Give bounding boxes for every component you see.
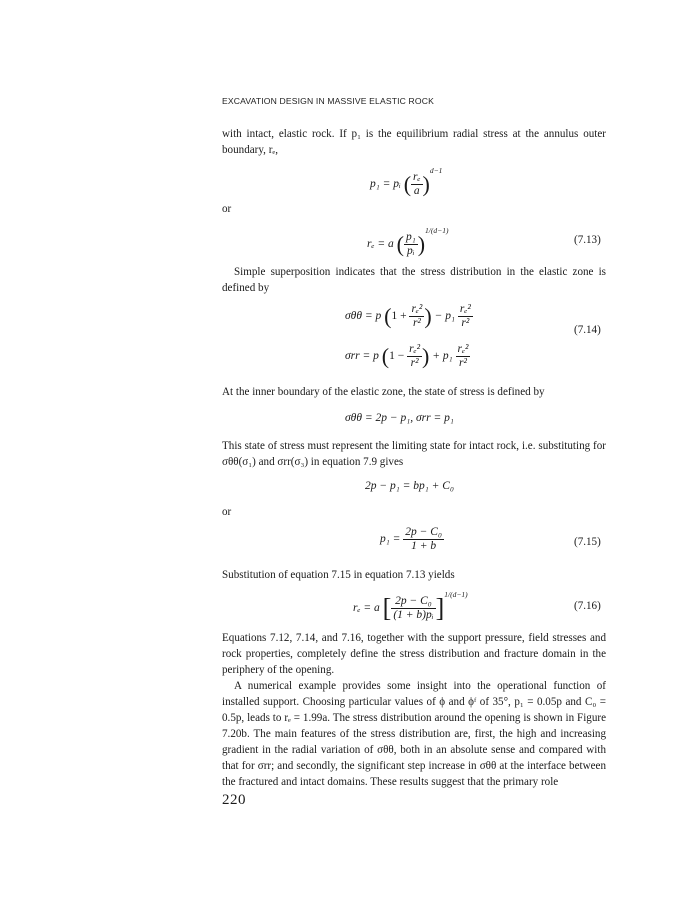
equation-7-13-den: pᵢ <box>407 244 415 257</box>
equation-7-16-lhs: rₑ = a <box>353 602 380 614</box>
equation-7-13-number: (7.13) <box>574 234 601 246</box>
equation-7-16-number: (7.16) <box>574 600 601 612</box>
equation-p1-exp: d−1 <box>429 166 443 175</box>
equation-7-14a-num2: rₑ² <box>459 303 471 315</box>
equation-7-15-lhs: p₁ = <box>380 533 401 546</box>
equation-7-16-num: 2p − C₀ <box>391 595 435 609</box>
equation-7-15-num: 2p − C₀ <box>405 526 442 538</box>
paragraph-limiting-state: This state of stress must represent the limiting state for intact rock, i.e. substituting for σθθ(σ₁) and σrr(σ₃) in equation 7.9 gives <box>222 440 606 468</box>
equation-7-14b-num: rₑ² <box>409 343 421 355</box>
equation-7-14a-num: rₑ² <box>411 303 423 315</box>
equation-7-16-den: (1 + b)pᵢ <box>393 608 434 621</box>
equation-7-14b-lhs: σrr = p <box>345 350 379 363</box>
equation-p1-num: rₑ <box>413 170 421 183</box>
paragraph-inner-boundary: At the inner boundary of the elastic zone, the state of stress is defined by <box>222 386 545 398</box>
equation-7-14-radial: σrr = p (1 − $\frac{\text{rₑ²}}{\text{r²}}$ ) + p₁ $\frac{\text{rₑ²}}{\text{r²}}$ <box>345 343 469 369</box>
equation-p1-den: a <box>413 184 420 197</box>
or-connector-2: or <box>222 506 232 518</box>
equation-p1-lhs: p₁ = pᵢ <box>370 178 401 190</box>
paragraph-substitution: Substitution of equation 7.15 in equation 7.13 yields <box>222 569 455 581</box>
equation-p1: p₁ = pᵢ ( $\frac{\text{rₑ}}{a}$ )$^{d-1}$ <box>370 166 443 197</box>
paragraph-superposition: Simple superposition indicates that the stress distribution in the elastic zone is defined by <box>222 266 606 294</box>
equation-7-14-number: (7.14) <box>574 324 601 336</box>
running-header: EXCAVATION DESIGN IN MASSIVE ELASTIC ROCK <box>222 96 434 106</box>
equation-7-15-number: (7.15) <box>574 536 601 548</box>
equation-7-14a-lhs: σθθ = p <box>345 310 382 323</box>
paragraph-equations-summary: Equations 7.12, 7.14, and 7.16, together with the support pressure, field stresses and rock properties, completely define the stress distribution and fracture domain in the periphery of the opening. <box>222 632 606 676</box>
equation-7-16-exp: 1/(d−1) <box>444 590 468 599</box>
page-number: 220 <box>222 792 246 808</box>
equation-7-14b-den2: r² <box>459 357 467 369</box>
equation-7-15-den: 1 + b <box>411 540 437 552</box>
equation-7-13-lhs: rₑ = a <box>367 238 394 250</box>
equation-7-14a-den: r² <box>412 317 421 329</box>
equation-7-14-theta: σθθ = p (1 + $\frac{\text{rₑ²}}{\text{r²}}$ ) − p₁ $\frac{\text{rₑ²}}{\text{r²}}$ <box>345 303 471 329</box>
equation-7-14b-den: r² <box>410 357 419 369</box>
equation-7-13-num: p₁ <box>405 230 416 243</box>
equation-7-13-exp: 1/(d−1) <box>425 226 449 235</box>
equation-7-14b-tail: + p₁ <box>432 350 453 363</box>
equation-7-16: rₑ = a [ $\frac{\text{2p − C₀}}{\text{(1 + b)pᵢ}}$ ]$^{1/(d-1)}$ <box>353 590 468 623</box>
equation-7-13: rₑ = a ( $\frac{\text{p₁}}{\text{pᵢ}}$ )$^{1/(d-1)}$ <box>367 226 449 257</box>
equation-7-14a-den2: r² <box>461 317 470 329</box>
equation-7-14a-inner: 1 + <box>391 310 407 323</box>
equation-7-14a-tail: − p₁ <box>434 310 455 323</box>
equation-limit: 2p − p₁ = bp₁ + C₀ <box>365 480 454 492</box>
equation-7-15 <box>380 526 444 553</box>
or-connector-1: or <box>222 203 232 215</box>
equation-7-14b-inner: 1 − <box>389 350 405 363</box>
paragraph-numerical-example: A numerical example provides some insight into the operational function of installed support. Choosing particular values of ϕ and ϕᶠ of 35°, p₁ = 0.05p and C₀ = 0.5p, leads to rₑ = 1.99a. The stress distribution around the opening is shown in Figure 7.20b. The main features of the stress distribution are, first, the high and increasing gradient in the radial variation of σθθ, both in an absolute sense and compared with that for σrr; and secondly, the significant step increase in σθθ at the interface between the fractured and intact domains. These results suggest that the primary role <box>222 680 606 788</box>
equation-7-14b-num2: rₑ² <box>457 343 469 355</box>
paragraph-intro: with intact, elastic rock. If p₁ is the equilibrium radial stress at the annulus outer boundary, rₑ, <box>222 128 606 156</box>
equation-boundary-stress: σθθ = 2p − p₁, σrr = p₁ <box>345 412 454 424</box>
